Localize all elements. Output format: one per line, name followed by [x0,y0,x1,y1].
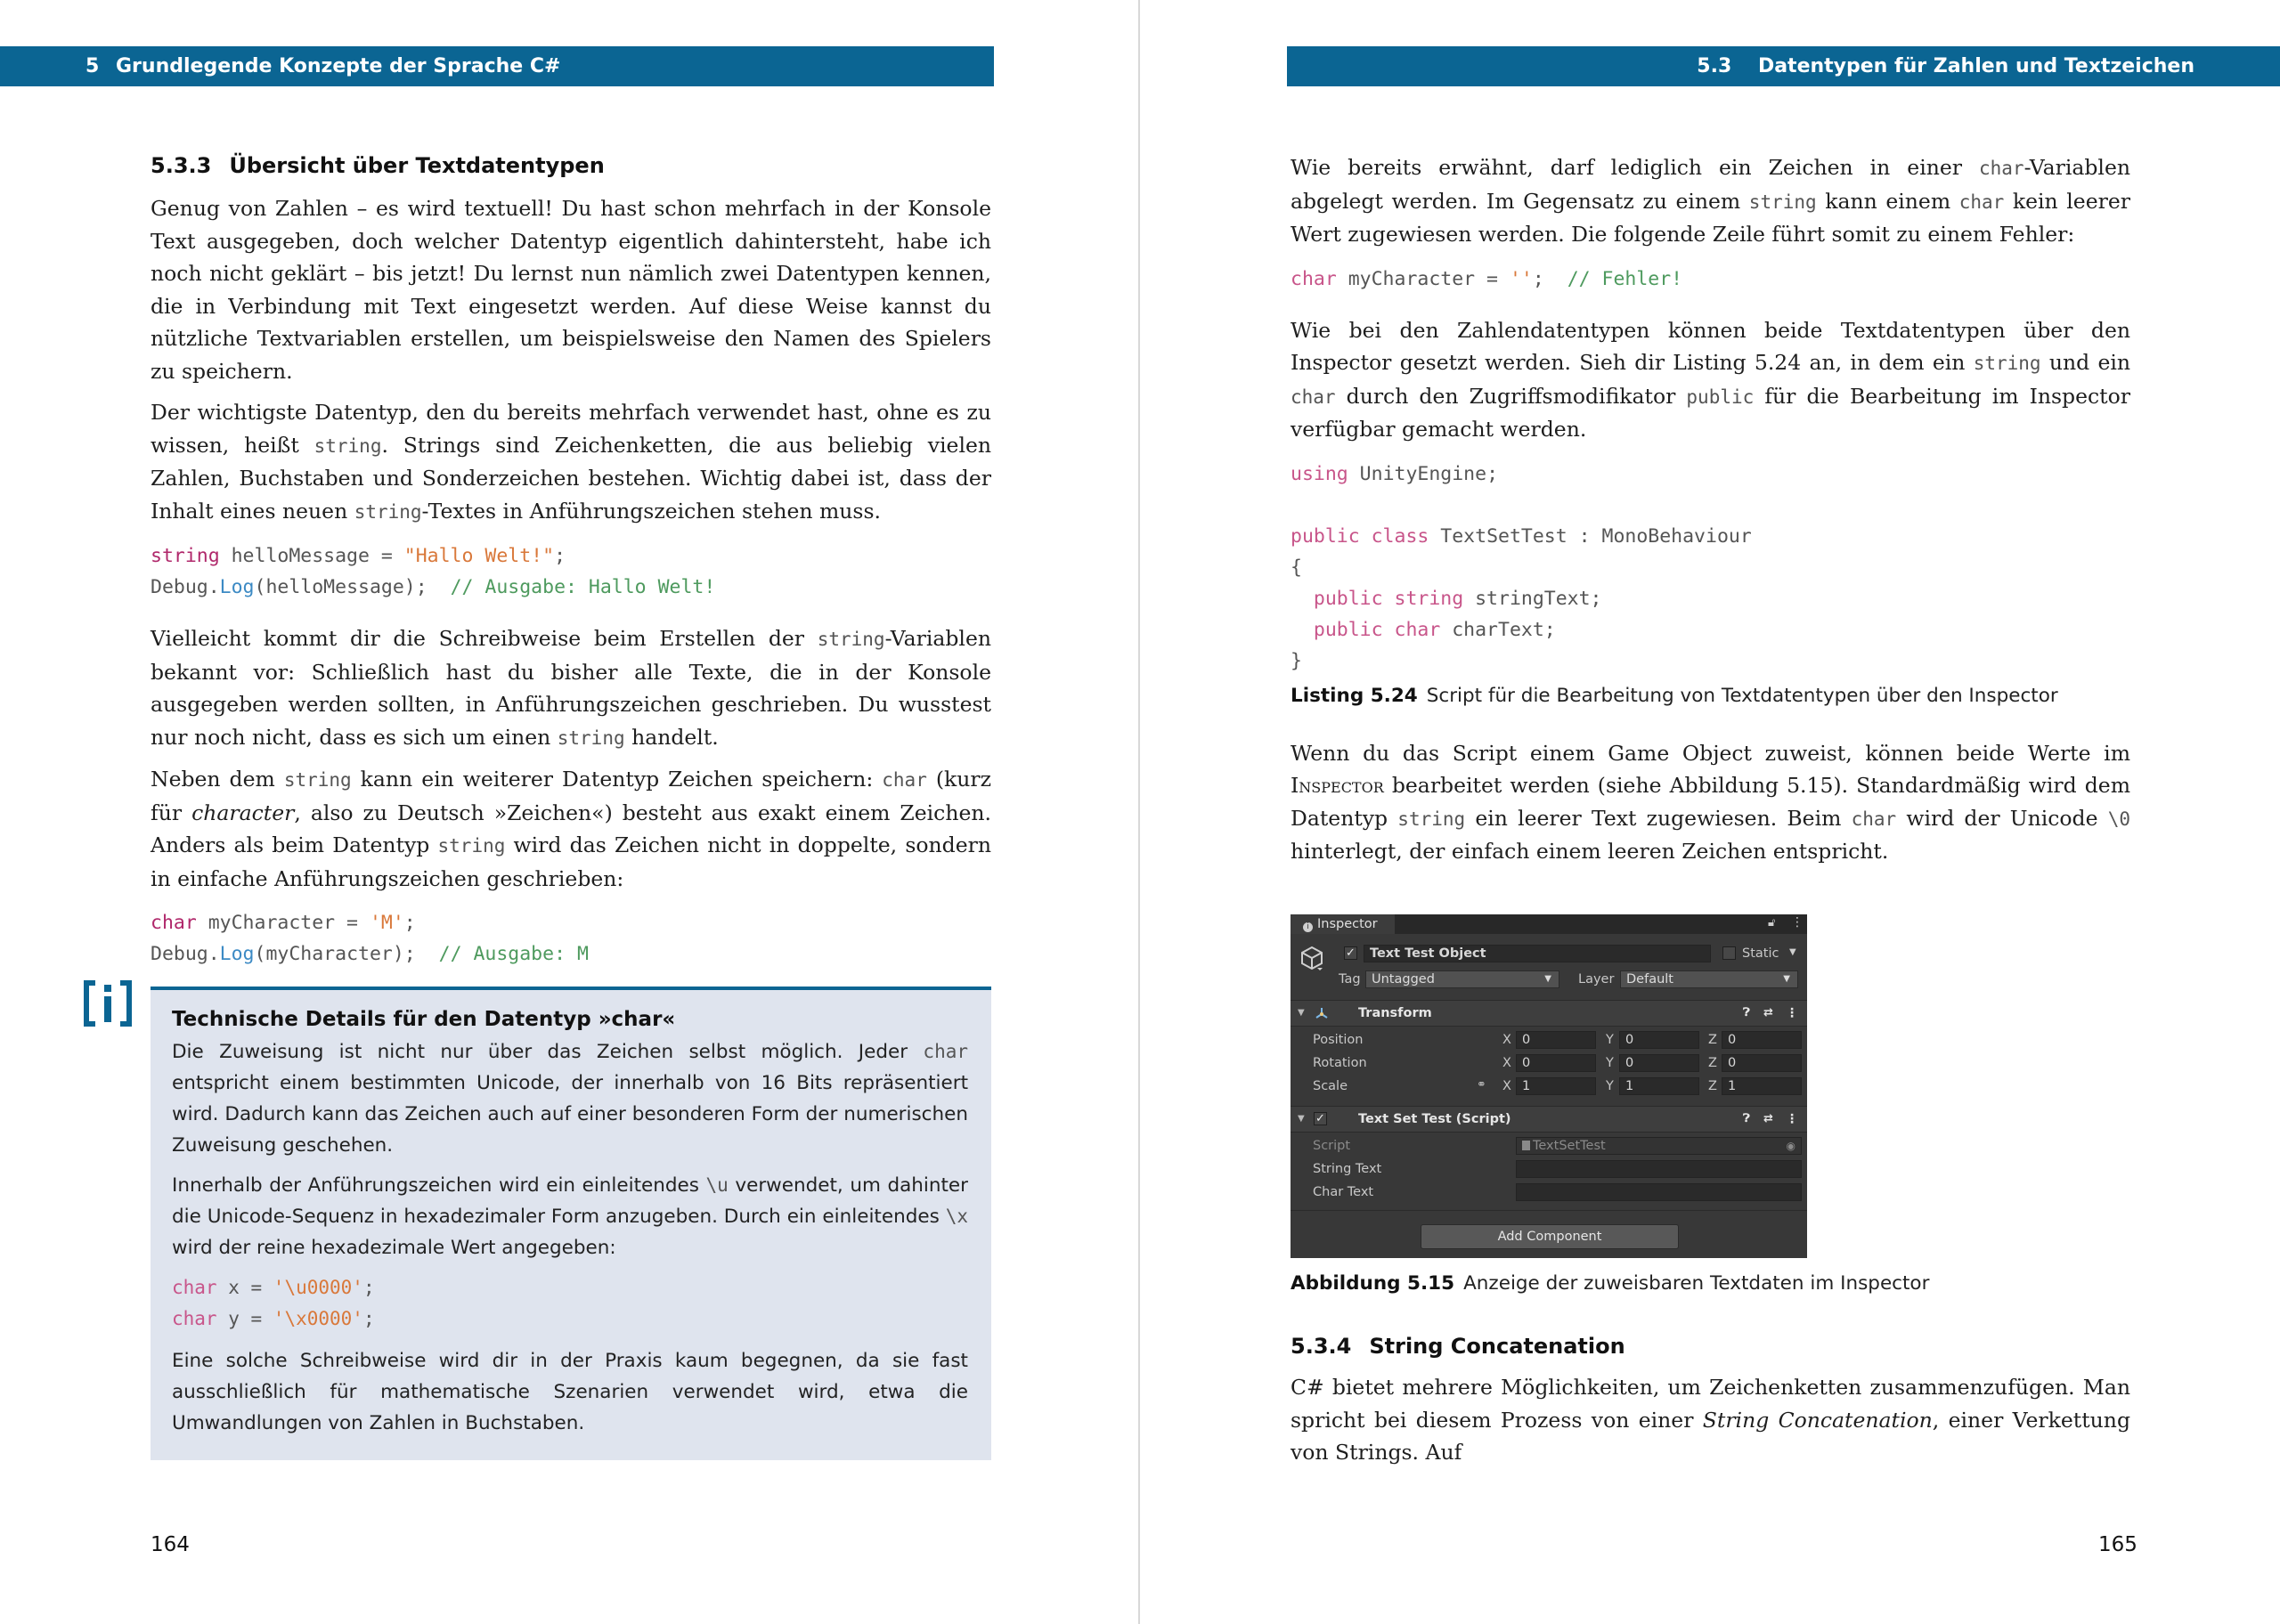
info-box [151,987,991,1460]
transform-icon [1315,1006,1329,1020]
paragraph: Wenn du das Script einem Game Object zuweist, können beide Werte im Inspector bearbeitet werden (siehe Abbildung 5.15). Standardmäßig wird dem Datentyp string ein leerer Text zugewiesen. Beim char wird der Unicode \0 hinterlegt, der einfach einem leeren Zeichen entspricht. [1291,740,2130,864]
scale-y-field[interactable]: 1 [1619,1077,1699,1095]
preset-icon[interactable]: ⇄ [1763,1112,1773,1125]
axis-z-label: Z [1708,1079,1717,1093]
unity-inspector-figure [1291,914,1807,1258]
section-number: 5.3 [1697,55,1732,77]
section-heading-title: Übersicht über Textdatentypen [229,153,605,178]
position-y-field[interactable]: 0 [1619,1031,1699,1049]
info-small-icon: i [1303,922,1313,932]
static-checkbox[interactable] [1722,946,1736,960]
listing-caption: Listing 5.24 Script für die Bearbeitung von Textdatentypen über den Inspector [1291,684,2058,707]
more-options-icon[interactable]: ⋮ [1791,915,1804,930]
help-icon[interactable]: ❓︎ [1743,1006,1750,1019]
right-column [1291,151,2130,877]
section-heading-title: String Concatenation [1369,1334,1625,1359]
rotation-label: Rotation [1313,1056,1367,1070]
right-column-lower [1291,1270,2130,1478]
lock-icon[interactable]: 🔓︎ [1768,916,1776,930]
char-text-field[interactable] [1516,1183,1802,1201]
info-box-title: Technische Details für den Datentyp »char« [172,1008,676,1031]
code-block: char myCharacter = 'M'; Debug.Log(myCharacter); // Ausgabe: M [151,912,589,965]
paragraph: Wie bei den Zahlendatentypen können beide Textdatentypen über den Inspector gesetzt werden. Sieh dir Listing 5.24 an, in dem ein string und ein char durch den Zugriffsmodifikator public für die Bearbeitung im Inspector verfügbar gemacht werden. [1291,317,2131,442]
script-file-icon [1522,1141,1530,1150]
page-number-left: 164 [151,1533,190,1556]
axis-x-label: X [1502,1079,1511,1093]
collapse-arrow-icon: ▼ [1298,1008,1305,1018]
char-text-label: Char Text [1313,1185,1374,1199]
figure-caption: Abbildung 5.15 Anzeige der zuweisbaren Textdaten im Inspector [1291,1272,1930,1295]
section-heading-number: 5.3.4 [1291,1334,1352,1359]
axis-y-label: Y [1606,1079,1614,1093]
layer-dropdown[interactable]: Default ▼ [1620,970,1798,988]
chevron-down-icon: ▼ [1783,974,1790,984]
info-code-block: char x = '\u0000'; char y = '\x0000'; [172,1277,375,1329]
listing-code-block: using UnityEngine; public class TextSetTest : MonoBehaviour { public string stringText; public char charText; } [1291,462,1752,672]
paragraph: Neben dem string kann ein weiterer Datentyp Zeichen speichern: char (kurz für character, also zu Deutsch »Zeichen«) besteht aus exakt einem Zeichen. Anders als beim Datentyp string wird das Zeichen nicht in doppelte, sondern in einfache Anführungszeichen geschrieben: [151,767,992,891]
section-heading [1291,1332,2130,1360]
more-options-icon[interactable]: ⋮ [1786,1112,1798,1126]
section-heading [151,151,991,180]
axis-y-label: Y [1606,1033,1614,1047]
paragraph: Vielleicht kommt dir die Schreibweise beim Erstellen der string-Variablen bekannt vor: Schließlich hast du bisher alle Texte, die in der Konsole ausgegeben werden sollten, in Anführungszeichen geschrieben. Du wusstest nur noch nicht, dass es sich um einen string handelt. [151,626,991,750]
paragraph: Genug von Zahlen – es wird textuell! Du hast schon mehrfach in der Konsole Text ausgegeben, doch welcher Datentyp eigentlich dahintersteht, habe ich noch nicht geklärt – bis jetzt! Du lernst nun nämlich zwei Datentypen kennen, die in Verbindung mit Text eingesetzt werden. Auf diese Weise kannst du nützliche Textvariablen erstellen, um beispielsweise den Namen des Spielers zu speichern. [151,196,991,384]
more-options-icon[interactable]: ⋮ [1786,1006,1798,1020]
string-text-field[interactable] [1516,1160,1802,1178]
info-paragraph: Die Zuweisung ist nicht nur über das Zeichen selbst möglich. Jeder char entspricht einem bestimmten Unicode, der innerhalb von 16 Bits repräsentiert wird. Dadurch kann das Zeichen auch auf einer besonderen Form der numerischen Zuweisung geschehen. [172,1041,968,1157]
info-paragraph: Innerhalb der Anführungszeichen wird ein einleitendes \u verwendet, um dahinter die Unicode-Sequenz in hexadezimaler Form anzugeben. Durch ein einleitendes \x wird der reine hexadezimale Wert angegeben: [172,1174,968,1259]
tab-inspector[interactable]: i Inspector [1291,914,1395,934]
rotation-x-field[interactable]: 0 [1516,1054,1596,1072]
code-block: string helloMessage = "Hallo Welt!"; Debug.Log(helloMessage); // Ausgabe: Hallo Welt! [151,545,716,598]
script-reference-field[interactable]: TextSetTest ◉ [1516,1137,1802,1155]
target-icon[interactable]: ◉ [1786,1140,1796,1152]
left-running-header [0,46,994,86]
rotation-y-field[interactable]: 0 [1619,1054,1699,1072]
script-enabled-checkbox[interactable]: ✓ [1314,1112,1327,1125]
transform-component-header[interactable]: ▼ Transform ❓︎ ⇄ ⋮ [1291,1000,1807,1027]
axis-x-label: X [1502,1033,1511,1047]
static-dropdown-icon[interactable]: ▼ [1789,947,1796,957]
axis-z-label: Z [1708,1033,1717,1047]
paragraph: C# bietet mehrere Möglichkeiten, um Zeichenketten zusammenzufügen. Man spricht bei diesem Prozess von einer String Concatenation, einer Verkettung von Strings. Auf [1291,1375,2130,1465]
scale-x-field[interactable]: 1 [1516,1077,1596,1095]
right-running-header [1287,46,2280,86]
page-number-right: 165 [2098,1533,2138,1556]
paragraph: Wie bereits erwähnt, darf lediglich ein Zeichen in einer char-Variablen abgelegt werden. Im Gegensatz zu einem string kann einem char kein leerer Wert zugewiesen werden. Die folgende Zeile führt somit zu einem Fehler: [1291,155,2130,247]
paragraph: Der wichtigste Datentyp, den du bereits mehrfach verwendet hast, ohne es zu wissen, heißt string. Strings sind Zeichenketten, die aus beliebig vielen Zahlen, Buchstaben und Sonderzeichen bestehen. Wichtig dabei ist, dass der Inhalt eines neuen string-Textes in Anführungszeichen stehen muss. [151,400,992,524]
axis-x-label: X [1502,1056,1511,1070]
book-spine [1138,0,1140,1624]
code-block: char myCharacter = ''; // Fehler! [1291,267,1683,290]
left-column [151,151,991,989]
position-label: Position [1313,1033,1364,1047]
string-text-label: String Text [1313,1162,1382,1176]
layer-label: Layer [1578,972,1615,987]
section-title: Datentypen für Zahlen und Textzeichen [1757,55,2194,77]
position-x-field[interactable]: 0 [1516,1031,1596,1049]
axis-z-label: Z [1708,1056,1717,1070]
scale-z-field[interactable]: 1 [1722,1077,1802,1095]
collapse-arrow-icon: ▼ [1298,1114,1305,1124]
info-icon [83,979,133,1027]
info-paragraph: Eine solche Schreibweise wird dir in der Praxis kaum begegnen, da sie fast ausschließlich für mathematische Szenarien verwendet wird, etwa die Umwandlungen von Zahlen in Buchstaben. [172,1350,968,1434]
inspector-tab-bar [1291,914,1807,934]
axis-y-label: Y [1606,1056,1614,1070]
link-icon[interactable]: ⚭ [1477,1078,1486,1092]
tag-dropdown[interactable]: Untagged ▼ [1365,970,1559,988]
section-heading-number: 5.3.3 [151,153,212,178]
object-name-field[interactable]: Text Test Object [1364,945,1711,962]
game-object-cube-icon [1299,945,1324,971]
active-checkbox[interactable]: ✓ [1344,946,1357,960]
scale-label: Scale [1313,1079,1348,1093]
tag-label: Tag [1339,972,1361,987]
preset-icon[interactable]: ⇄ [1763,1006,1773,1019]
chapter-number: 5 [86,55,100,77]
add-component-button[interactable]: Add Component [1421,1224,1679,1249]
script-component-header[interactable]: ▼ ✓ Text Set Test (Script) ❓︎ ⇄ ⋮ [1291,1106,1807,1133]
rotation-z-field[interactable]: 0 [1722,1054,1802,1072]
script-label: Script [1313,1139,1351,1153]
position-z-field[interactable]: 0 [1722,1031,1802,1049]
help-icon[interactable]: ❓︎ [1743,1112,1750,1125]
divider [1291,1210,1807,1211]
chapter-title: Grundlegende Konzepte der Sprache C# [116,55,561,77]
static-label: Static [1742,946,1779,961]
chevron-down-icon: ▼ [1544,974,1551,984]
